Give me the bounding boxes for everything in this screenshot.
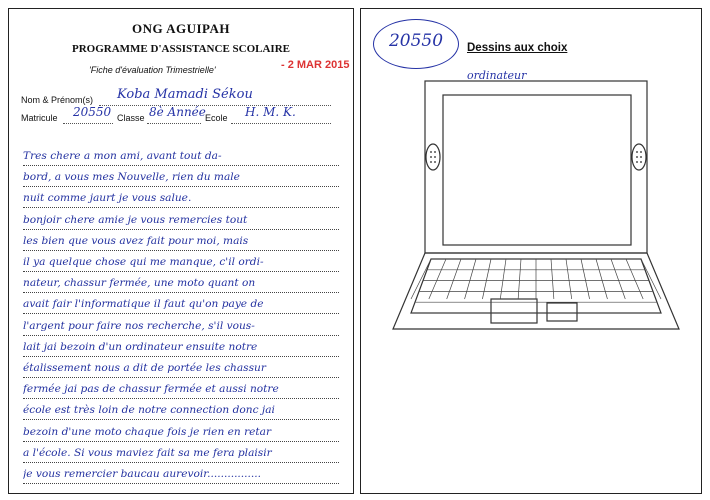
classe-label: Classe	[117, 113, 145, 123]
matricule-label: Matricule	[21, 113, 58, 123]
touchpad	[491, 299, 537, 323]
program-title: PROGRAMME D'ASSISTANCE SCOLAIRE	[72, 43, 290, 55]
classe-value: 8è Année	[149, 105, 206, 119]
letter-line: nuit comme jaurt je vous salue.	[23, 183, 339, 208]
keyboard-keys	[411, 259, 661, 313]
left-speaker	[426, 144, 440, 170]
organization-name: ONG AGUIPAH	[131, 21, 231, 36]
drawing-card	[360, 8, 702, 494]
letter-line: l'argent pour faire nos recherche, s'il vous-	[23, 311, 339, 336]
letter-line: étalissement nous a dit de portée les chassur	[23, 353, 339, 378]
letter-line: les bien que vous avez fait pour moi, mais	[23, 226, 339, 251]
letter-line: a l'école. Si vous maviez fait sa me fera plaisir	[23, 438, 339, 463]
classe-dotline	[147, 123, 201, 124]
right-speaker	[632, 144, 646, 170]
matricule-dotline	[63, 123, 113, 124]
letter-line: nateur, chassur fermée, une moto quant on	[23, 268, 339, 293]
letter-line: Tres chere a mon ami, avant tout da-	[23, 141, 339, 166]
id-number: 20550	[388, 31, 444, 51]
drawing-label: ordinateur	[467, 69, 527, 82]
name-dotline	[99, 105, 331, 106]
letter-line: je vous remercier baucau aurevoir................	[23, 459, 339, 484]
matricule-value: 20550	[73, 105, 112, 119]
touchpad-button	[547, 303, 577, 321]
letter-line: il ya quelque chose qui me manque, c'il ordi-	[23, 247, 339, 272]
ecole-dotline	[231, 123, 331, 124]
letter-line: fermée jai pas de chassur fermée et aussi notre	[23, 374, 339, 399]
letter-line: lait jai bezoin d'un ordinateur ensuite notre	[23, 332, 339, 357]
name-label: Nom & Prénom(s)	[21, 95, 94, 105]
letter-line: école est très loin de notre connection donc jai	[23, 395, 339, 420]
laptop-screen-frame	[425, 81, 647, 253]
drawing-title: Dessins aux choix	[467, 42, 568, 54]
laptop-drawing	[361, 9, 701, 493]
name-value: Koba Mamadi Sékou	[117, 87, 253, 102]
laptop-screen	[443, 95, 631, 245]
evaluation-form-card	[8, 8, 354, 494]
letter-line: bezoin d'une moto chaque fois je rien en retar	[23, 417, 339, 442]
letter-line: avait fair l'informatique il faut qu'on paye de	[23, 289, 339, 314]
letter-line: bord, a vous mes Nouvelle, rien du male	[23, 162, 339, 187]
date-stamp: - 2 MAR 2015	[281, 59, 350, 71]
ecole-value: H. M. K.	[245, 105, 296, 119]
form-title: 'Fiche d'évaluation Trimestrielle'	[89, 65, 216, 75]
letter-line: bonjoir chere amie je vous remercies tout	[23, 205, 339, 230]
ecole-label: Ecole	[205, 113, 228, 123]
